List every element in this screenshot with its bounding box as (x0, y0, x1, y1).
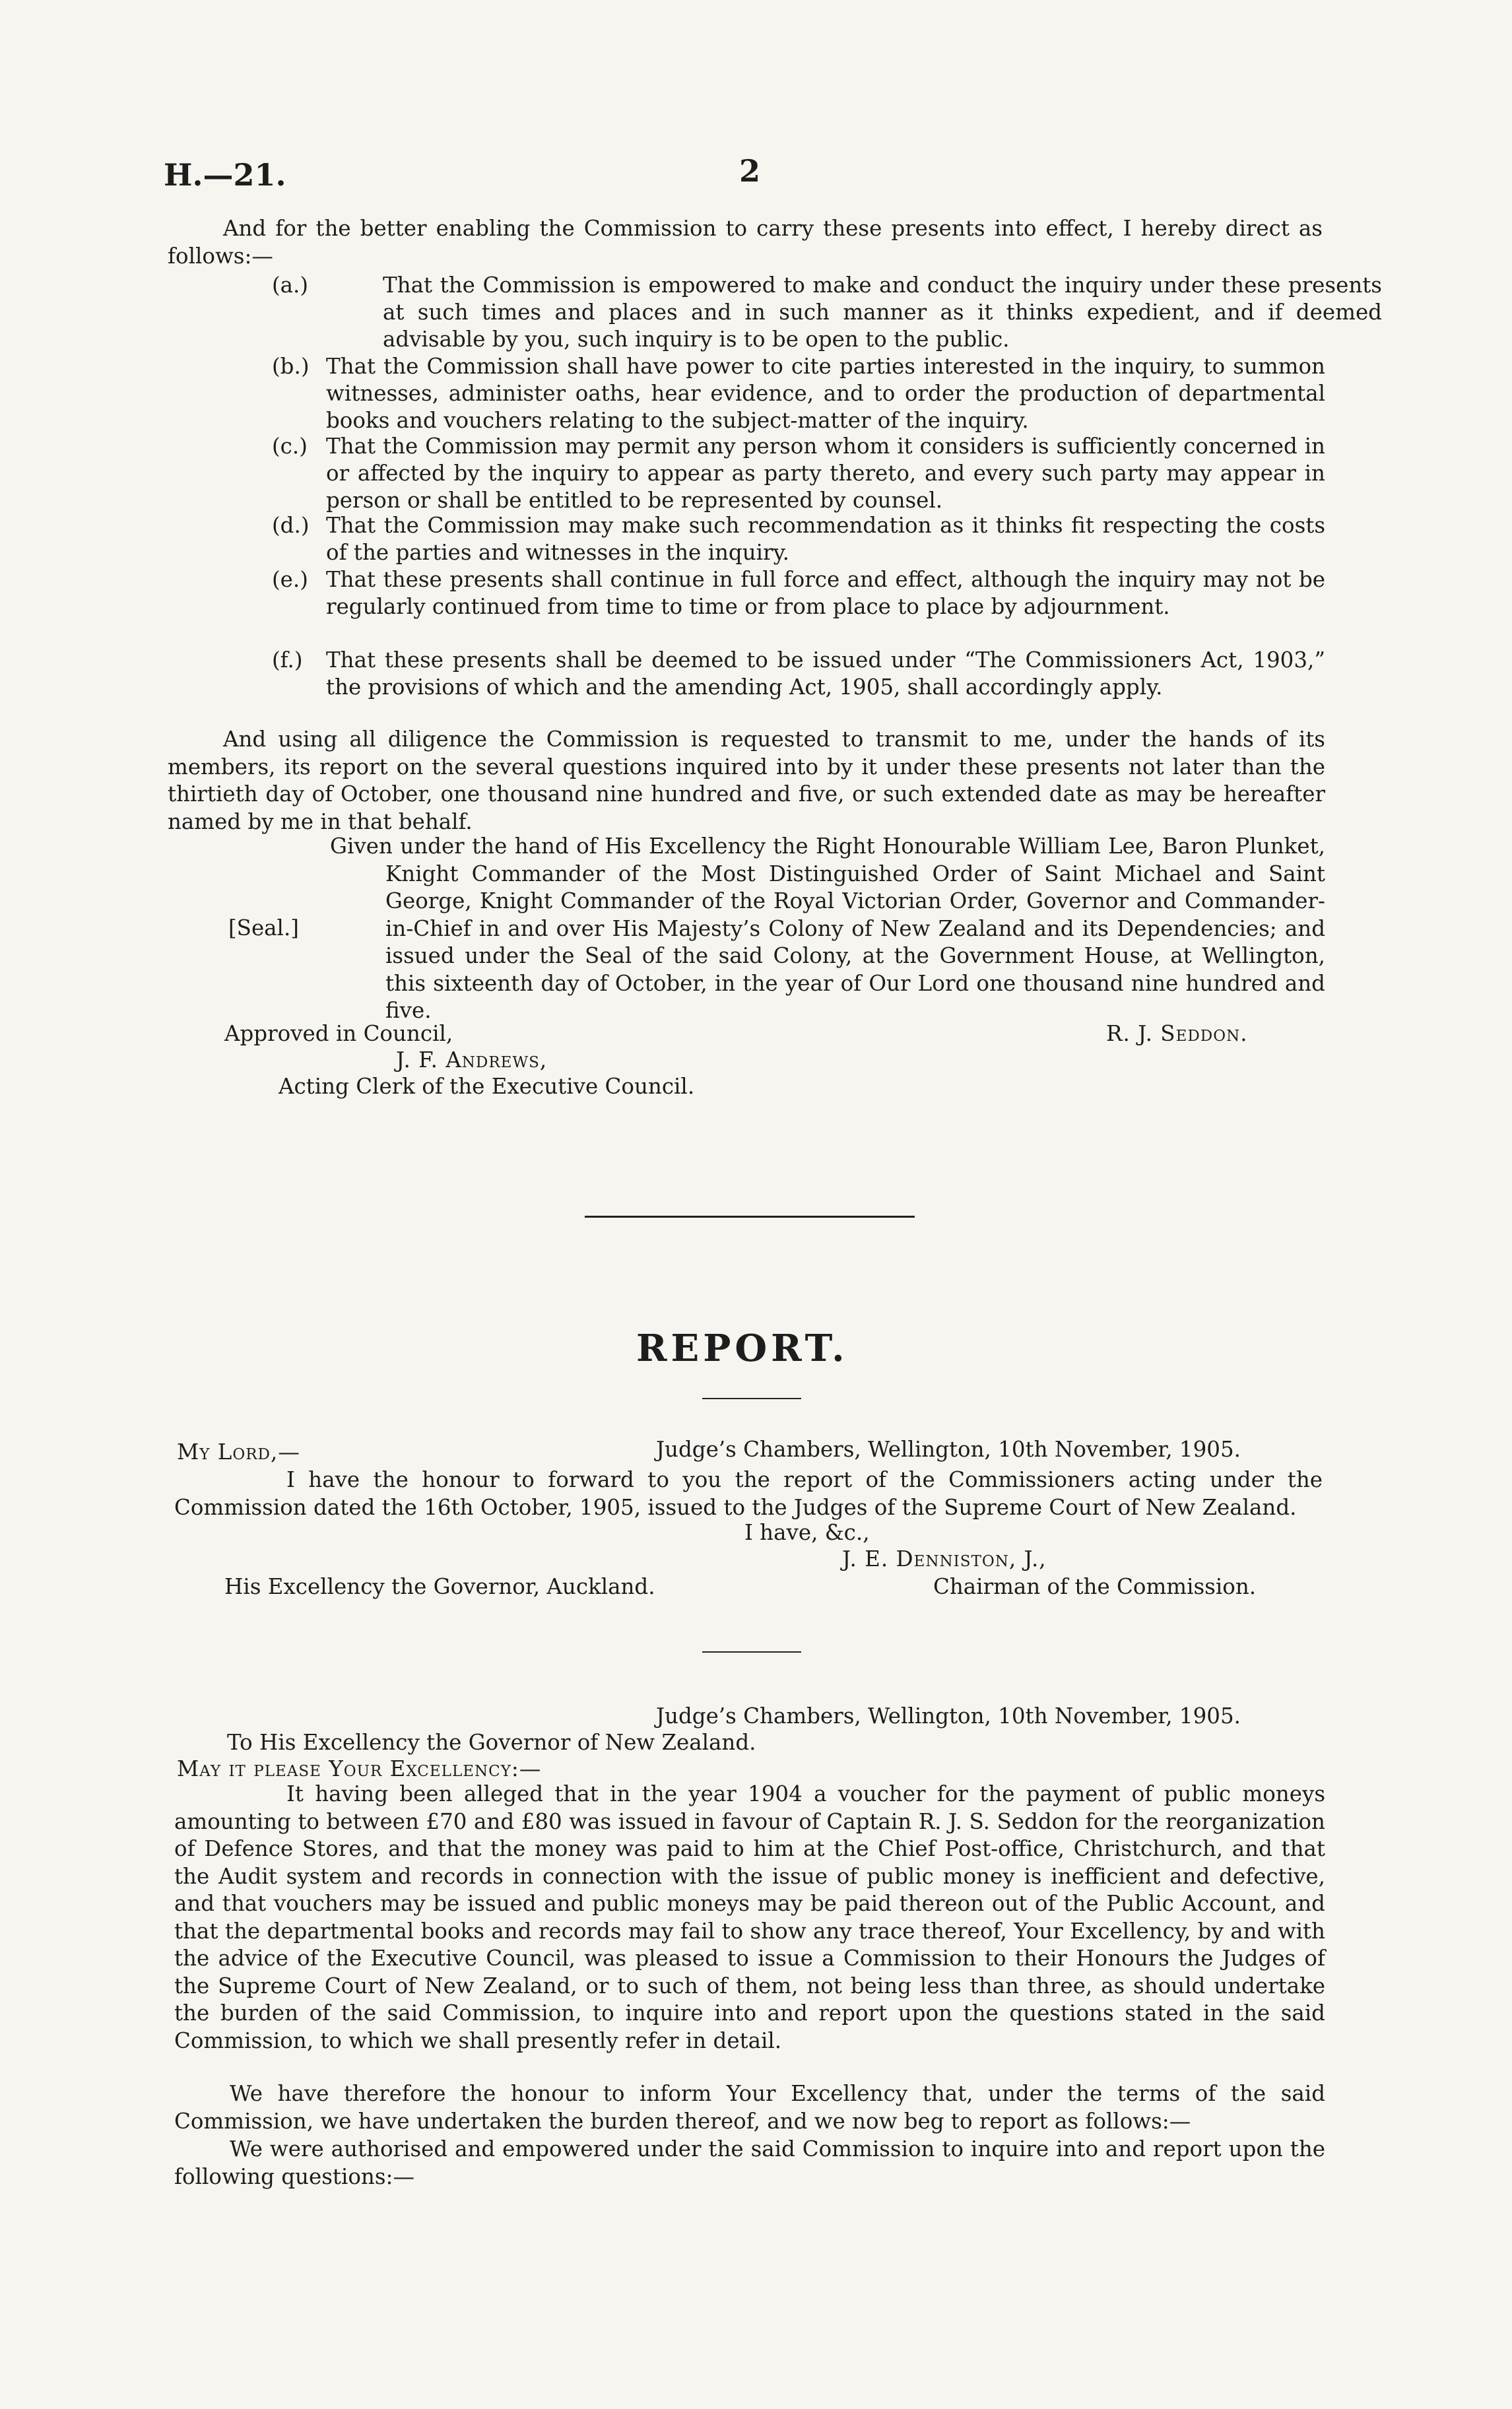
address-place-date: Judge’s Chambers, Wellington, 10th November, 1905. (656, 1703, 1241, 1729)
direction-text-d: That the Commission may make such recommendation as it thinks fit respecting the costs of the parties and witnesses in the inquiry. (326, 513, 1325, 565)
address-opening: May it please Your Excellency:— (177, 1756, 542, 1781)
report-letter-body: I have the honour to forward to you the report of the Commissioners acting under the Commission dated the 16th October, 1905, issued to the Judges of the Supreme Court of New Zealand. (174, 1467, 1323, 1520)
direction-label-d: (d.) (272, 513, 310, 538)
report-addressee: His Excellency the Governor, Auckland. (224, 1574, 655, 1599)
direction-label-e: (e.) (272, 567, 308, 592)
report-place-date: Judge’s Chambers, Wellington, 10th November, 1905. (656, 1437, 1241, 1462)
document-code: H.—21. (164, 157, 286, 193)
address-paragraph-3: We were authorised and empowered under the said Commission to inquire into and report upon the following questions:— (174, 2136, 1325, 2189)
directions-intro: And for the better enabling the Commission to carry these presents into effect, I hereby direct as follows:— (168, 216, 1323, 269)
direction-label-c: (c.) (272, 434, 308, 459)
direction-label-a: (a.) (272, 273, 309, 298)
address-paragraph-2: We have therefore the honour to inform Your Excellency that, under the terms of the said Commission, we have undertaken the burden thereof, and we now beg to report as follows:— (174, 2081, 1325, 2134)
direction-text-e: That these presents shall continue in full force and effect, although the inquiry may not be regularly continued from time to time or from place to place by adjournment. (326, 567, 1325, 619)
page-number: 2 (739, 153, 761, 189)
report-chairman-name: J. E. Denniston, J., (842, 1546, 1047, 1571)
clerk-title: Acting Clerk of the Executive Council. (279, 1074, 695, 1099)
direction-item-e (272, 566, 1325, 648)
direction-text-a: That the Commission is empowered to make and conduct the inquiry under these presents at such times and places and in such manner as it thinks expedient, and if deemed advisable by you, such inquiry is to be open to the public. (383, 273, 1382, 352)
given-text: Given under the hand of His Excellency the Right Honourable William Lee, Baron Plunket, Knight Commander of the Most Distinguished Order of Saint Michael and Saint George, Knight Commander of the Royal Victorian Order, Governor and Commander-in-Chief in and over His Majesty’s Colony of New Zealand and its Dependencies; and issued under the Seal of the said Colony, at the Government House, at Wellington, this sixteenth day of October, in the year of Our Lord one thousand nine hundred and five. (330, 834, 1325, 1023)
clerk-name: J. F. Andrews, (396, 1047, 548, 1072)
seal-mark: [Seal.] (228, 915, 299, 940)
direction-item-b (272, 353, 1325, 435)
letter-divider (702, 1651, 801, 1653)
report-salutation: My Lord,— (177, 1439, 300, 1465)
given-under-hand (275, 833, 1325, 1025)
direction-item-c (272, 433, 1325, 515)
approved-in-council: Approved in Council, (224, 1021, 453, 1046)
direction-item-f (272, 647, 1325, 729)
directions-closing: And using all diligence the Commission is requested to transmit to me, under the hands of its members, its report on the several questions inquired into by it under these presents not later than the thirtieth day of October, one thousand nine hundred and five, or such extended date as may be hereafter named by me in that behalf. (168, 727, 1325, 834)
signatory: R. J. Seddon. (1106, 1021, 1248, 1046)
report-sign-off: I have, &c., (744, 1520, 870, 1545)
direction-text-f: That these presents shall be deemed to be issued under “The Commissioners Act, 1903,” the provisions of which and the amending Act, 1905, shall accordingly apply. (326, 647, 1325, 700)
direction-text-c: That the Commission may permit any person whom it considers is sufficiently concerned in or affected by the inquiry to appear as party thereto, and every such party may appear in person or shall be entitled to be represented by counsel. (326, 434, 1325, 513)
report-title: REPORT. (636, 1327, 849, 1370)
direction-item-d (272, 512, 1325, 568)
section-divider (585, 1216, 915, 1218)
direction-text-b: That the Commission shall have power to cite parties interested in the inquiry, to summon witnesses, administer oaths, hear evidence, and to order the production of departmental books and vouchers relating to the subject-matter of the inquiry. (326, 354, 1325, 433)
report-chairman-title: Chairman of the Commission. (933, 1574, 1257, 1599)
address-paragraph-1: It having been alleged that in the year 1904 a voucher for the payment of public moneys amounting to between £70 and £80 was issued in favour of Captain R. J. S. Seddon for the reorganization of Defence Stores, and that the money was paid to him at the Chief Post-office, Christchurch, and that the Audit system and records in connection with the issue of public money is inefficient and defective, and that vouchers may be issued and public moneys may be paid thereon out of the Public Account, and that the departmental books and records may fail to show any trace thereof, Your Excellency, by and with the advice of the Executive Council, was pleased to issue a Commission to their Honours the Judges of the Supreme Court of New Zealand, or to such of them, not being less than three, as should undertake the burden of the said Commission, to inquire into and report upon the questions stated in the said Commission, to which we shall presently refer in detail. (174, 1781, 1325, 2053)
address-to: To His Excellency the Governor of New Zealand. (227, 1730, 756, 1755)
direction-label-f: (f.) (272, 647, 303, 673)
direction-label-b: (b.) (272, 354, 310, 379)
direction-item-a (272, 272, 1382, 354)
title-underline (702, 1398, 801, 1399)
